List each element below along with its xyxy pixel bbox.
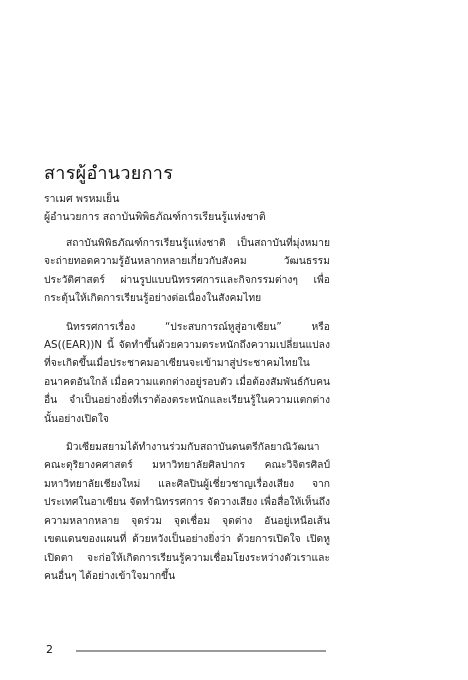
paragraph: นิทรรศการเรื่อง “ประสบการณ์หูสู่อาเซียน” หรือ AS((EAR))N นี้ จัดทำขึ้นด้วยความตระหนักถึงความเปลี่ยนแปลงที่จะเกิดขึ้นเมื่อประชาคมอาเซียนจะเข้ามาสู่ประชาคมไทยในอนาคตอันใกล้ เมื่อความแตกต่างอยู่รอบตัว เมื่อต้องสัมพันธ์กับคนอื่น จำเป็นอย่างยิ่งที่เราต้องตระหนักและเรียนรู้ในความแตกต่างนั้นอย่างเปิดใจ: [44, 320, 330, 425]
author-position: ผู้อำนวยการ สถาบันพิพิธภัณฑ์การเรียนรู้แห่งชาติ: [44, 211, 266, 223]
page-title: สารผู้อำนวยการ: [44, 163, 174, 184]
page-number: 2: [46, 643, 53, 656]
paragraph: สถาบันพิพิธภัณฑ์การเรียนรู้แห่งชาติ เป็นสถาบันที่มุ่งหมายจะถ่ายทอดความรู้อันหลากหลายเกี่ยวกับสังคม วัฒนธรรม ประวัติศาสตร์ ผ่านรูปแบบนิทรรศการและกิจกรรมต่างๆ เพื่อกระตุ้นให้เกิดการเรียนรู้อย่างต่อเนื่องในสังคมไทย: [44, 237, 330, 305]
author-name: ราเมศ พรหมเย็น: [44, 193, 120, 205]
body-text: [44, 234, 330, 585]
footer-rule: [76, 650, 326, 652]
paragraph: มิวเซียมสยามได้ทำงานร่วมกับสถาบันดนตรีกัลยาณิวัฒนา คณะดุริยางคศาสตร์ มหาวิทยาลัยศิลปากร คณะวิจิตรศิลป์ มหาวิทยาลัยเชียงใหม่ และศิลปินผู้เชี่ยวชาญเรื่องเสียง จากประเทศในอาเซียน จัดทำนิทรรศการ จัดวางเสียง เพื่อสื่อให้เห็นถึงความหลากหลาย จุดร่วม จุดเชื่อม จุดต่าง อันอยู่เหนือเส้นเขตแดนของแผนที่ ด้วยหวังเป็นอย่างยิ่งว่า ด้วยการเปิดใจ เปิดหู เปิดตา จะก่อให้เกิดการเรียนรู้ความเชื่อมโยงระหว่างตัวเราและคนอื่นๆ ได้อย่างเข้าใจมากขึ้น: [44, 441, 330, 582]
page-footer: [44, 643, 330, 657]
author-block: [44, 190, 266, 226]
